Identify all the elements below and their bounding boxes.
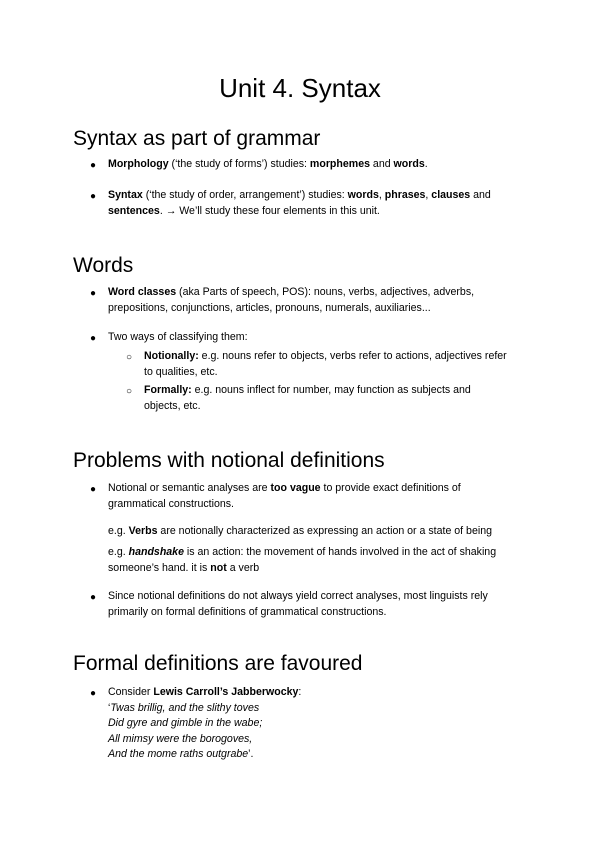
bullet-marker: ●	[90, 333, 97, 344]
sub-bullet-formally: Formally: e.g. nouns inflect for number, may function as subjects and objects, etc.	[144, 384, 471, 412]
sub-bullet-notionally: Notionally: e.g. nouns refer to objects, verbs refer to actions, adjectives refer to qualities, etc.	[144, 350, 507, 378]
bullet-formal-rely: Since notional definitions do not always yield correct analyses, most linguists rely primarily on formal definitions of grammatical constructions.	[108, 590, 488, 618]
bullet-notional-vague: Notional or semantic analyses are too vague to provide exact definitions of grammatical constructions.	[108, 482, 461, 510]
heading-problems-notional: Problems with notional definitions	[73, 449, 385, 472]
bullet-morphology: Morphology (‘the study of forms’) studies: morphemes and words.	[108, 158, 428, 170]
page-title: Unit 4. Syntax	[219, 73, 381, 103]
sub-bullet-marker: ○	[126, 386, 133, 397]
sub-bullet-marker: ○	[126, 352, 133, 363]
bullet-marker: ●	[90, 484, 97, 495]
bullet-marker: ●	[90, 688, 97, 699]
bullet-two-ways: Two ways of classifying them:	[108, 331, 248, 343]
bullet-syntax: Syntax (‘the study of order, arrangement’) studies: words, phrases, clauses and sentences. → We’ll study these four elements in this unit.	[108, 189, 491, 217]
bullet-word-classes: Word classes (aka Parts of speech, POS): nouns, verbs, adjectives, adverbs, prepositions, conjunctions, articles, pronouns, numerals, auxiliaries...	[108, 286, 475, 314]
heading-words: Words	[73, 254, 134, 277]
example-verbs: e.g. Verbs are notionally characterized as expressing an action or a state of being	[108, 525, 492, 537]
bullet-jabberwocky: Consider Lewis Carroll’s Jabberwocky: ‘Twas brillig, and the slithy toves Did gyre and gimble in the wabe; All mimsy were the borogoves, And the mome raths outgrabe’.	[108, 686, 302, 760]
heading-syntax-grammar: Syntax as part of grammar	[73, 127, 321, 150]
heading-formal-favoured: Formal definitions are favoured	[73, 652, 363, 675]
example-handshake: e.g. handshake is an action: the movement of hands involved in the act of shaking someone’s hand. it is not a verb	[108, 546, 497, 574]
bullet-marker: ●	[90, 288, 97, 299]
bullet-marker: ●	[90, 191, 97, 202]
bullet-marker: ●	[90, 160, 97, 171]
bullet-marker: ●	[90, 592, 97, 603]
